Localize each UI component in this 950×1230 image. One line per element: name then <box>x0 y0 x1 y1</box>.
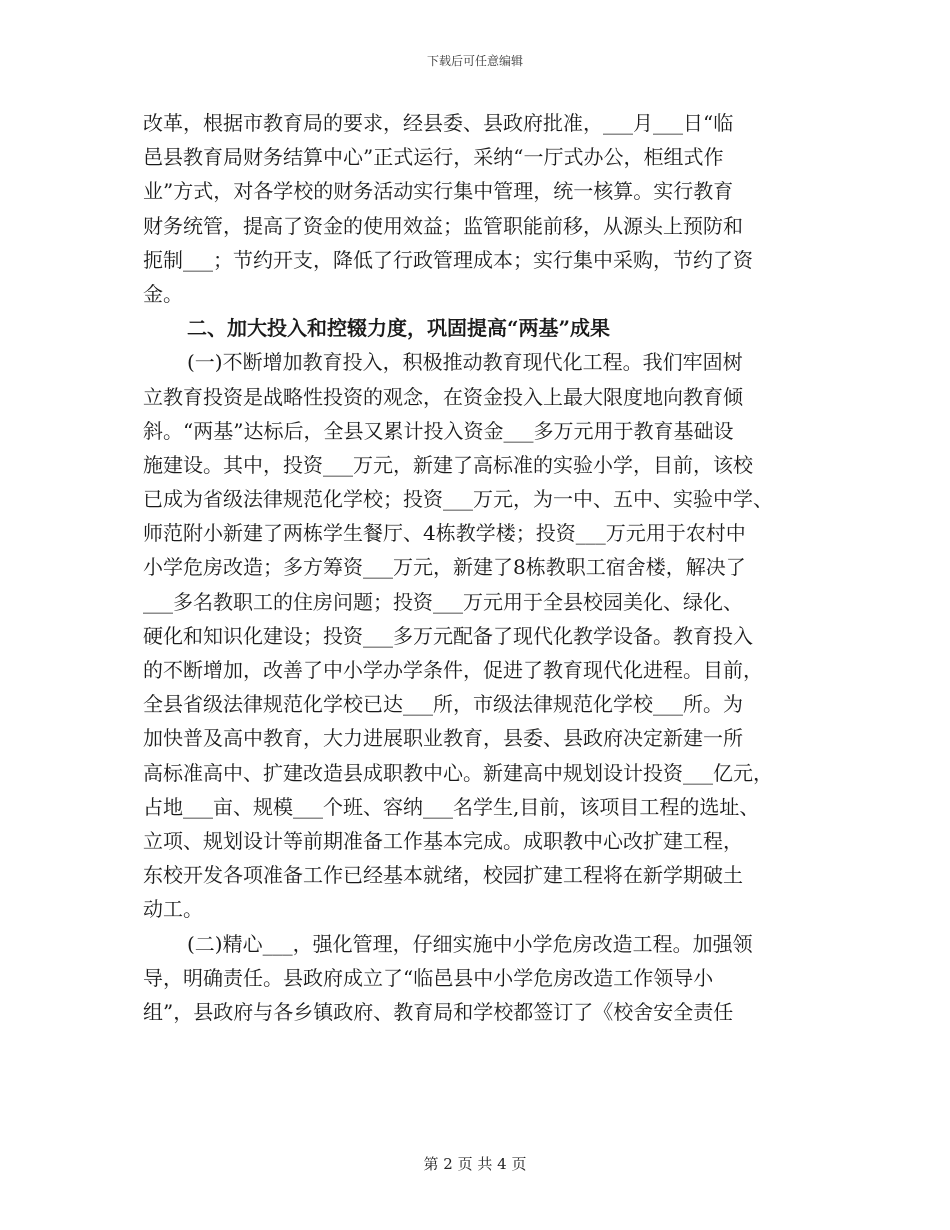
text-line: (一)不断增加教育投入，积极推动教育现代化工程。我们牢固树 <box>187 350 743 375</box>
text-line: 金。 <box>143 281 183 306</box>
text-line: 立教育投资是战略性投资的观念，在资金投入上最大限度地向教育倾 <box>143 384 743 409</box>
section-heading: 二、加大投入和控辍力度，巩固提高“两基”成果 <box>187 316 611 341</box>
page-footer: 第 2 页 共 4 页 <box>423 1155 527 1173</box>
text-line: 的不断增加，改善了中小学办学条件，促进了教育现代化进程。目前， <box>143 658 763 682</box>
text-line: 已成为省级法律规范化学校；投资___万元，为一中、五中、实验中学、 <box>143 487 773 512</box>
text-line: 东校开发各项准备工作已经基本就绪，校园扩建工程将在新学期破土 <box>143 863 743 888</box>
text-line: 斜。“两基”达标后，全县又累计投入资金___多万元用于教育基础设 <box>143 418 734 443</box>
text-line: (二)精心___，强化管理，仔细实施中小学危房改造工程。加强领 <box>187 931 753 956</box>
text-line: ___多名教职工的住房问题；投资___万元用于全县校园美化、绿化、 <box>143 589 743 614</box>
text-line: 师范附小新建了两栋学生餐厅、4栋教学楼；投资___万元用于农村中 <box>143 521 746 546</box>
document-body <box>143 106 808 1029</box>
text-line: 动工。 <box>143 897 203 922</box>
text-line: 立项、规划设计等前期准备工作基本完成。成职教中心改扩建工程， <box>143 828 743 853</box>
text-line: 占地___亩、规模___个班、容纳___名学生,目前，该项目工程的选址、 <box>143 794 760 819</box>
text-line: 高标准高中、扩建改造县成职教中心。新建高中规划设计投资___亿元， <box>143 760 773 785</box>
text-line: 小学危房改造；多方筹资___万元，新建了8栋教职工宿舍楼，解决了 <box>143 555 746 580</box>
text-line: 扼制___；节约开支，降低了行政管理成本；实行集中采购，节约了资 <box>143 247 753 272</box>
text-line: 加快普及高中教育，大力进展职业教育，县委、县政府决定新建一所 <box>143 726 743 751</box>
text-line: 邑县教育局财务结算中心”正式运行，采纳“一厅式办公，柜组式作 <box>143 145 724 170</box>
text-line: 财务统管，提高了资金的使用效益；监管职能前移，从源头上预防和 <box>143 213 743 238</box>
text-line: 全县省级法律规范化学校已达___所，市级法律规范化学校___所。为 <box>143 692 743 717</box>
text-line: 施建设。其中，投资___万元，新建了高标准的实验小学，目前，该校 <box>143 452 753 477</box>
page-header: 下载后可任意编辑 <box>426 54 523 68</box>
text-line: 业”方式，对各学校的财务活动实行集中管理，统一核算。实行教育 <box>143 179 734 204</box>
text-line: 改革，根据市教育局的要求，经县委、县政府批准，___月___日“临 <box>143 111 734 135</box>
text-line: 组”，县政府与各乡镇政府、教育局和学校都签订了《校舍安全责任 <box>143 999 734 1024</box>
text-line: 硬化和知识化建设；投资___多万元配备了现代化教学设备。教育投入 <box>143 623 753 648</box>
text-line: 导，明确责任。县政府成立了“临邑县中小学危房改造工作领导小 <box>143 965 714 990</box>
